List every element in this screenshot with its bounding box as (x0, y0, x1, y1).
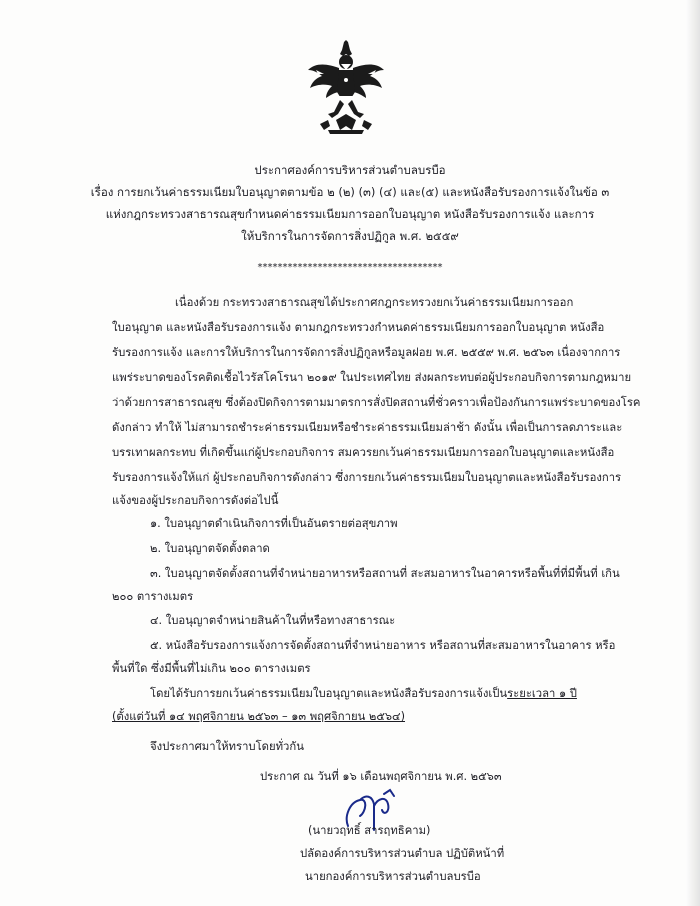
closing-line: จึงประกาศมาให้ทราบโดยทั่วกัน (150, 740, 304, 753)
list-item: ๑. ใบอนุญาตดำเนินกิจการที่เป็นอันตรายต่อสุขภาพ (150, 517, 398, 530)
signer-position: ปลัดองค์การบริหารส่วนตำบล ปฏิบัติหน้าที่ (300, 847, 505, 860)
body-line: รับรองการแจ้งให้แก่ ผู้ประกอบกิจการดังกล่าว ซึ่งการยกเว้นค่าธรรมเนียมใบอนุญาตและหนังสือรับรองการ (112, 471, 622, 484)
body-line: ว่าด้วยการสาธารณสุข ซึ่งต้องปิดกิจการตามมาตรการสั่งปิดสถานที่ชั่วคราวเพื่อป้องกันการแพร่ระบาดของโรค (112, 396, 641, 409)
page-edge-shadow (686, 0, 700, 906)
period-text: โดยได้รับการยกเว้นค่าธรรมเนียมใบอนุญาตและหนังสือรับรองการแจ้งเป็น (150, 687, 508, 700)
signer-name: (นายวฤทธิ์ สารฤทธิคาม) (308, 824, 431, 837)
subject-line: เรื่อง การยกเว้นค่าธรรมเนียมใบอนุญาตตามข้อ ๒ (๒) (๓) (๔) และ(๕) และหนังสือรับรองการแจ้งในข้อ ๓ (90, 185, 610, 199)
list-item: ๔. ใบอนุญาตจำหน่ายสินค้าในที่หรือทางสาธารณะ (150, 614, 396, 627)
list-item-continuation: พื้นที่ใด ซึ่งมีพื้นที่ไม่เกิน ๒๐๐ ตารางเมตร (112, 662, 311, 675)
garuda-emblem-icon (306, 40, 386, 136)
body-line: รับรองการแจ้ง และการให้บริการในการจัดการสิ่งปฏิกูลหรือมูลฝอย พ.ศ. ๒๕๕๙ พ.ศ. ๒๕๖๓ เนื่องจากการ (112, 346, 621, 359)
list-item: ๓. ใบอนุญาตจัดตั้งสถานที่จำหน่ายอาหารหรือสถานที่ สะสมอาหารในอาคารหรือพื้นที่ที่มีพื้นที่ เกิน (150, 567, 620, 580)
separator-stars: ************************************* (257, 262, 443, 273)
period-duration: ระยะเวลา ๑ ปี (507, 687, 577, 700)
body-line: แจ้งของผู้ประกอบกิจการดังต่อไปนี้ (112, 494, 279, 507)
body-line: แพร่ระบาดของโรคติดเชื้อไวรัสโคโรนา ๒๐๑๙ ในประเทศไทย ส่งผลกระทบต่อผู้ประกอบกิจการตามกฎหมาย (112, 371, 632, 384)
period-dates: (ตั้งแต่วันที่ ๑๔ พฤศจิกายน ๒๕๖๓ – ๑๓ พฤศจิกายน ๒๕๖๔) (112, 710, 406, 723)
body-line: เนื่องด้วย กระทรวงสาธารณสุขได้ประกาศกฎกระทรวงยกเว้นค่าธรรมเนียมการออก (175, 296, 574, 309)
list-item: ๒. ใบอนุญาตจัดตั้งตลาด (150, 542, 270, 555)
exemption-period (150, 685, 577, 703)
list-item-continuation: ๒๐๐ ตารางเมตร (112, 590, 194, 603)
subject-line: แห่งกฎกระทรวงสาธารณสุขกำหนดค่าธรรมเนียมการออกใบอนุญาต หนังสือรับรองการแจ้ง และการ (105, 207, 595, 221)
body-line: ดังกล่าว ทำให้ ไม่สามารถชำระค่าธรรมเนียมหรือชำระค่าธรรมเนียมล่าช้า ดังนั้น เพื่อเป็นการลดภาระและ (112, 421, 623, 434)
announcement-date: ประกาศ ณ วันที่ ๑๖ เดือนพฤศจิกายน พ.ศ. ๒๕๖๓ (260, 770, 502, 783)
body-line: บรรเทาผลกระทบ ที่เกิดขึ้นแก่ผู้ประกอบกิจการ สมควรยกเว้นค่าธรรมเนียมการออกใบอนุญาตและหนังสือ (112, 446, 615, 459)
signer-position: นายกองค์การบริหารส่วนตำบลบรบือ (305, 870, 481, 883)
org-heading: ประกาศองค์การบริหารส่วนตำบลบรบือ (254, 163, 446, 177)
list-item: ๕. หนังสือรับรองการแจ้งการจัดตั้งสถานที่จำหน่ายอาหาร หรือสถานที่สะสมอาหารในอาคาร หรือ (150, 639, 616, 652)
body-line: ใบอนุญาต และหนังสือรับรองการแจ้ง ตามกฎกระทรวงกำหนดค่าธรรมเนียมการออกใบอนุญาต หนังสือ (112, 321, 605, 334)
subject-line: ให้บริการในการจัดการสิ่งปฏิกูล พ.ศ. ๒๕๕๙ (241, 229, 459, 243)
